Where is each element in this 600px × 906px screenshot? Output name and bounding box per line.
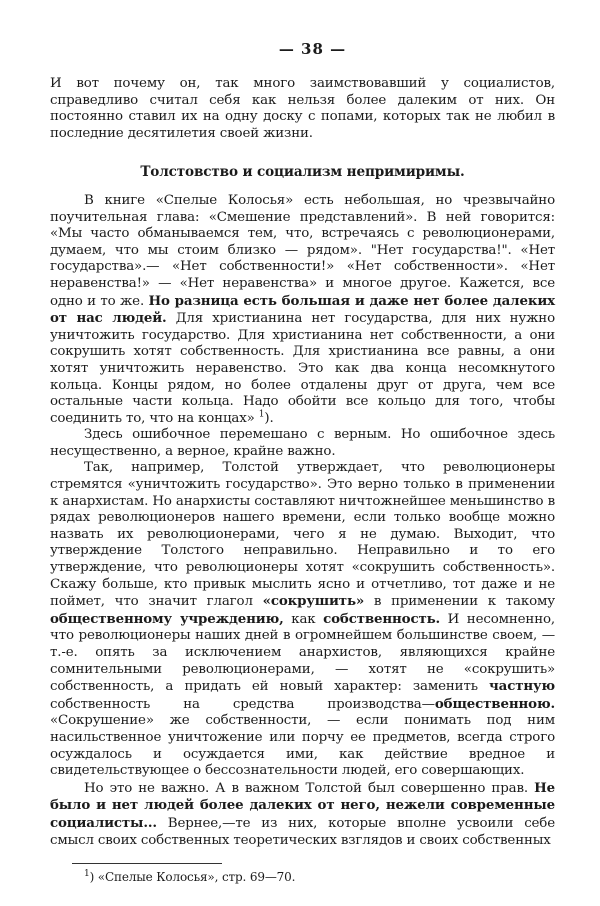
- paragraph-text: В книге «Спелые Колосья» есть небольшая, но чрезвычайно поучительная глава: «Смешение представлений». В ней говорится: «Мы часто обманываемся тем, что, встречаясь с революционерами, думаем, что мы стоим близко — рядом». "Нет государства!". «Нет государства».— «Нет собственности!» «Нет собственности». «Нет неравенства!» — «Нет неравенства» и многое другое. Кажется, все одно и то же.: [50, 192, 555, 309]
- paragraph-text: Но это не важно. А в важном Толстой был совершенно прав.: [84, 780, 535, 796]
- paragraph-text: как: [283, 611, 324, 627]
- paragraph-text: в применении к такому: [364, 594, 555, 610]
- paragraph-text: Вернее,—те из них, которые вполне усвоили себе смысл своих собственных теоретических взглядов и своих собственных: [50, 815, 555, 848]
- paragraph-ripe-ears: [50, 193, 555, 427]
- bold-emphasis: общественною.: [434, 695, 555, 712]
- bold-emphasis: Но разница есть большая и даже нет более далеких от нас людей.: [50, 292, 555, 327]
- paragraph-mixed-truth: Здесь ошибочное перемешано с верным. Но ошибочное здесь несущественно, а верное, крайне важно.: [50, 427, 555, 459]
- footnote-mark: 1: [84, 869, 90, 880]
- footnote-reference: 1: [258, 409, 265, 420]
- bold-emphasis: Не было и нет людей более далеких от него, нежели современные социалисты...: [50, 779, 555, 831]
- bold-emphasis: «сокрушить»: [262, 593, 365, 610]
- paragraph-text: собственность на средства производства—: [50, 696, 435, 712]
- paragraph-text: Так, например, Толстой утверждает, что революционеры стремятся «уничтожить государство». Это верно только в применении к анархистам. Но анархисты составляют ничтожнейшее меньшинство в рядах революционеров нашего времени, если только вообще можно назвать их революционерами, чего я не думаю. Выходит, что утверждение Толстого неправильно. Неправильно и то его утверждение, что революционеры хотят «сокрушить собственность». Скажу больше, кто привык мыслить ясно и отчетливо, тот даже и не поймет, что значит глагол: [50, 460, 555, 610]
- paragraph-conclusion: [50, 780, 555, 849]
- bold-emphasis: частную: [489, 678, 555, 695]
- paragraph-revolutionaries: [50, 460, 555, 779]
- intro-paragraph: И вот почему он, так много заимствовавший у социалистов, справедливо считал себя как нельзя более далеким от них. Он постоянно ставил их на одну доску с попами, которых так не любил в последние десятилетия своей жизни.: [50, 76, 555, 141]
- paragraph-text: Для христианина нет государства, для них нужно уничтожить государство. Для христианина нет собственности, а они сокрушить хотят собственность. Для христианина все равны, а они хотят уничтожить неравенство. Это как два конца несомкнутого кольца. Концы рядом, но более отдалены друг от друга, чем все остальные части кольца. Надо обойти все кольцо для того, чтобы соединить то, что на концах»: [50, 311, 555, 426]
- section-heading: Толстовство и социализм непримиримы.: [140, 164, 465, 181]
- bold-emphasis: собственность.: [323, 610, 441, 627]
- paragraph-text: «Сокрушение» же собственности, — если понимать под ним насильственное уничтожение или порчу ее предметов, всегда строго осуждалось и осуждается ими, как действие вредное и свидетельствующее о бессознательности людей, его совершающих.: [50, 713, 555, 779]
- footnote-text: ) «Спелые Колосья», стр. 69—70.: [89, 870, 296, 885]
- paragraph-text: И несомненно, что революционеры наших дней в огромнейшем большинстве своем, — т.-е. опять за исключением анархистов, являющихся крайне сомнительными революционерами, — хотят не «сокрушить» собственность, а придать ей новый характер: заменить: [50, 611, 555, 695]
- footnote-divider: [72, 863, 222, 864]
- book-page: [50, 40, 555, 885]
- page-number: — 38 —: [278, 40, 347, 58]
- footnote: [84, 870, 555, 885]
- bold-emphasis: общественному учреждению,: [50, 610, 284, 627]
- paragraph-text: ).: [264, 410, 274, 426]
